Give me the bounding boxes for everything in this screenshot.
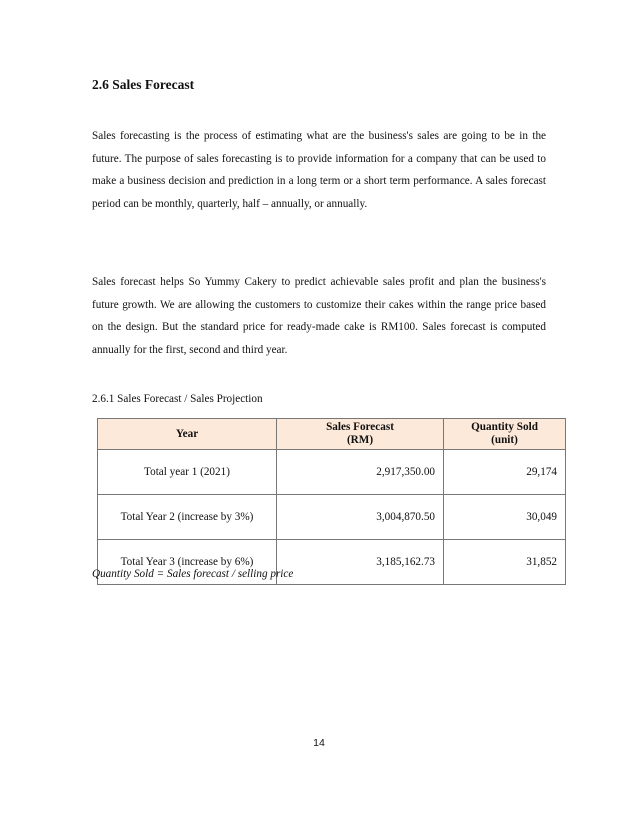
paragraph-sales-forecasting-definition: Sales forecasting is the process of estimating what are the business's sales are going to be in the future. The purpose of sales forecasting is to provide information for a company that can be used to make a business decision and prediction in a long term or a short term performance. A sales forecast period can be monthly, quarterly, half – annually, or annually. (92, 130, 546, 210)
formula-note: Quantity Sold = Sales forecast / selling price (92, 568, 294, 580)
cell-quantity-sold: 30,049 (444, 495, 566, 540)
cell-year: Total year 1 (2021) (98, 450, 277, 495)
sales-forecast-table (97, 418, 566, 585)
cell-sales-forecast: 3,004,870.50 (277, 495, 444, 540)
subsection-heading: 2.6.1 Sales Forecast / Sales Projection (92, 393, 263, 405)
header-sales-forecast-unit: (RM) (346, 434, 374, 446)
header-year (98, 419, 277, 450)
header-year-label: Year (175, 427, 199, 440)
cell-sales-forecast: 2,917,350.00 (277, 450, 444, 495)
cell-quantity-sold: 31,852 (444, 540, 566, 585)
cell-year: Total Year 2 (increase by 3%) (98, 495, 277, 540)
cell-quantity-sold: 29,174 (444, 450, 566, 495)
cell-sales-forecast: 3,185,162.73 (277, 540, 444, 585)
paragraph-so-yummy-cakery: Sales forecast helps So Yummy Cakery to predict achievable sales profit and plan the business's future growth. We are allowing the customers to customize their cakes within the range price based on the design. But the standard price for ready-made cake is RM100. Sales forecast is computed annually for the first, second and third year. (92, 276, 546, 356)
header-sales-forecast-label: Sales Forecast (326, 421, 394, 433)
cell-year: Total Year 3 (increase by 6%) (98, 540, 277, 585)
table-row (98, 495, 566, 540)
header-quantity-sold (444, 419, 566, 450)
table-header-row (98, 419, 566, 450)
header-quantity-sold-label: Quantity Sold (471, 421, 538, 433)
table-row (98, 450, 566, 495)
page-number: 14 (313, 737, 325, 749)
section-heading: 2.6 Sales Forecast (92, 77, 195, 92)
header-quantity-sold-unit: (unit) (491, 434, 518, 446)
header-sales-forecast (277, 419, 444, 450)
